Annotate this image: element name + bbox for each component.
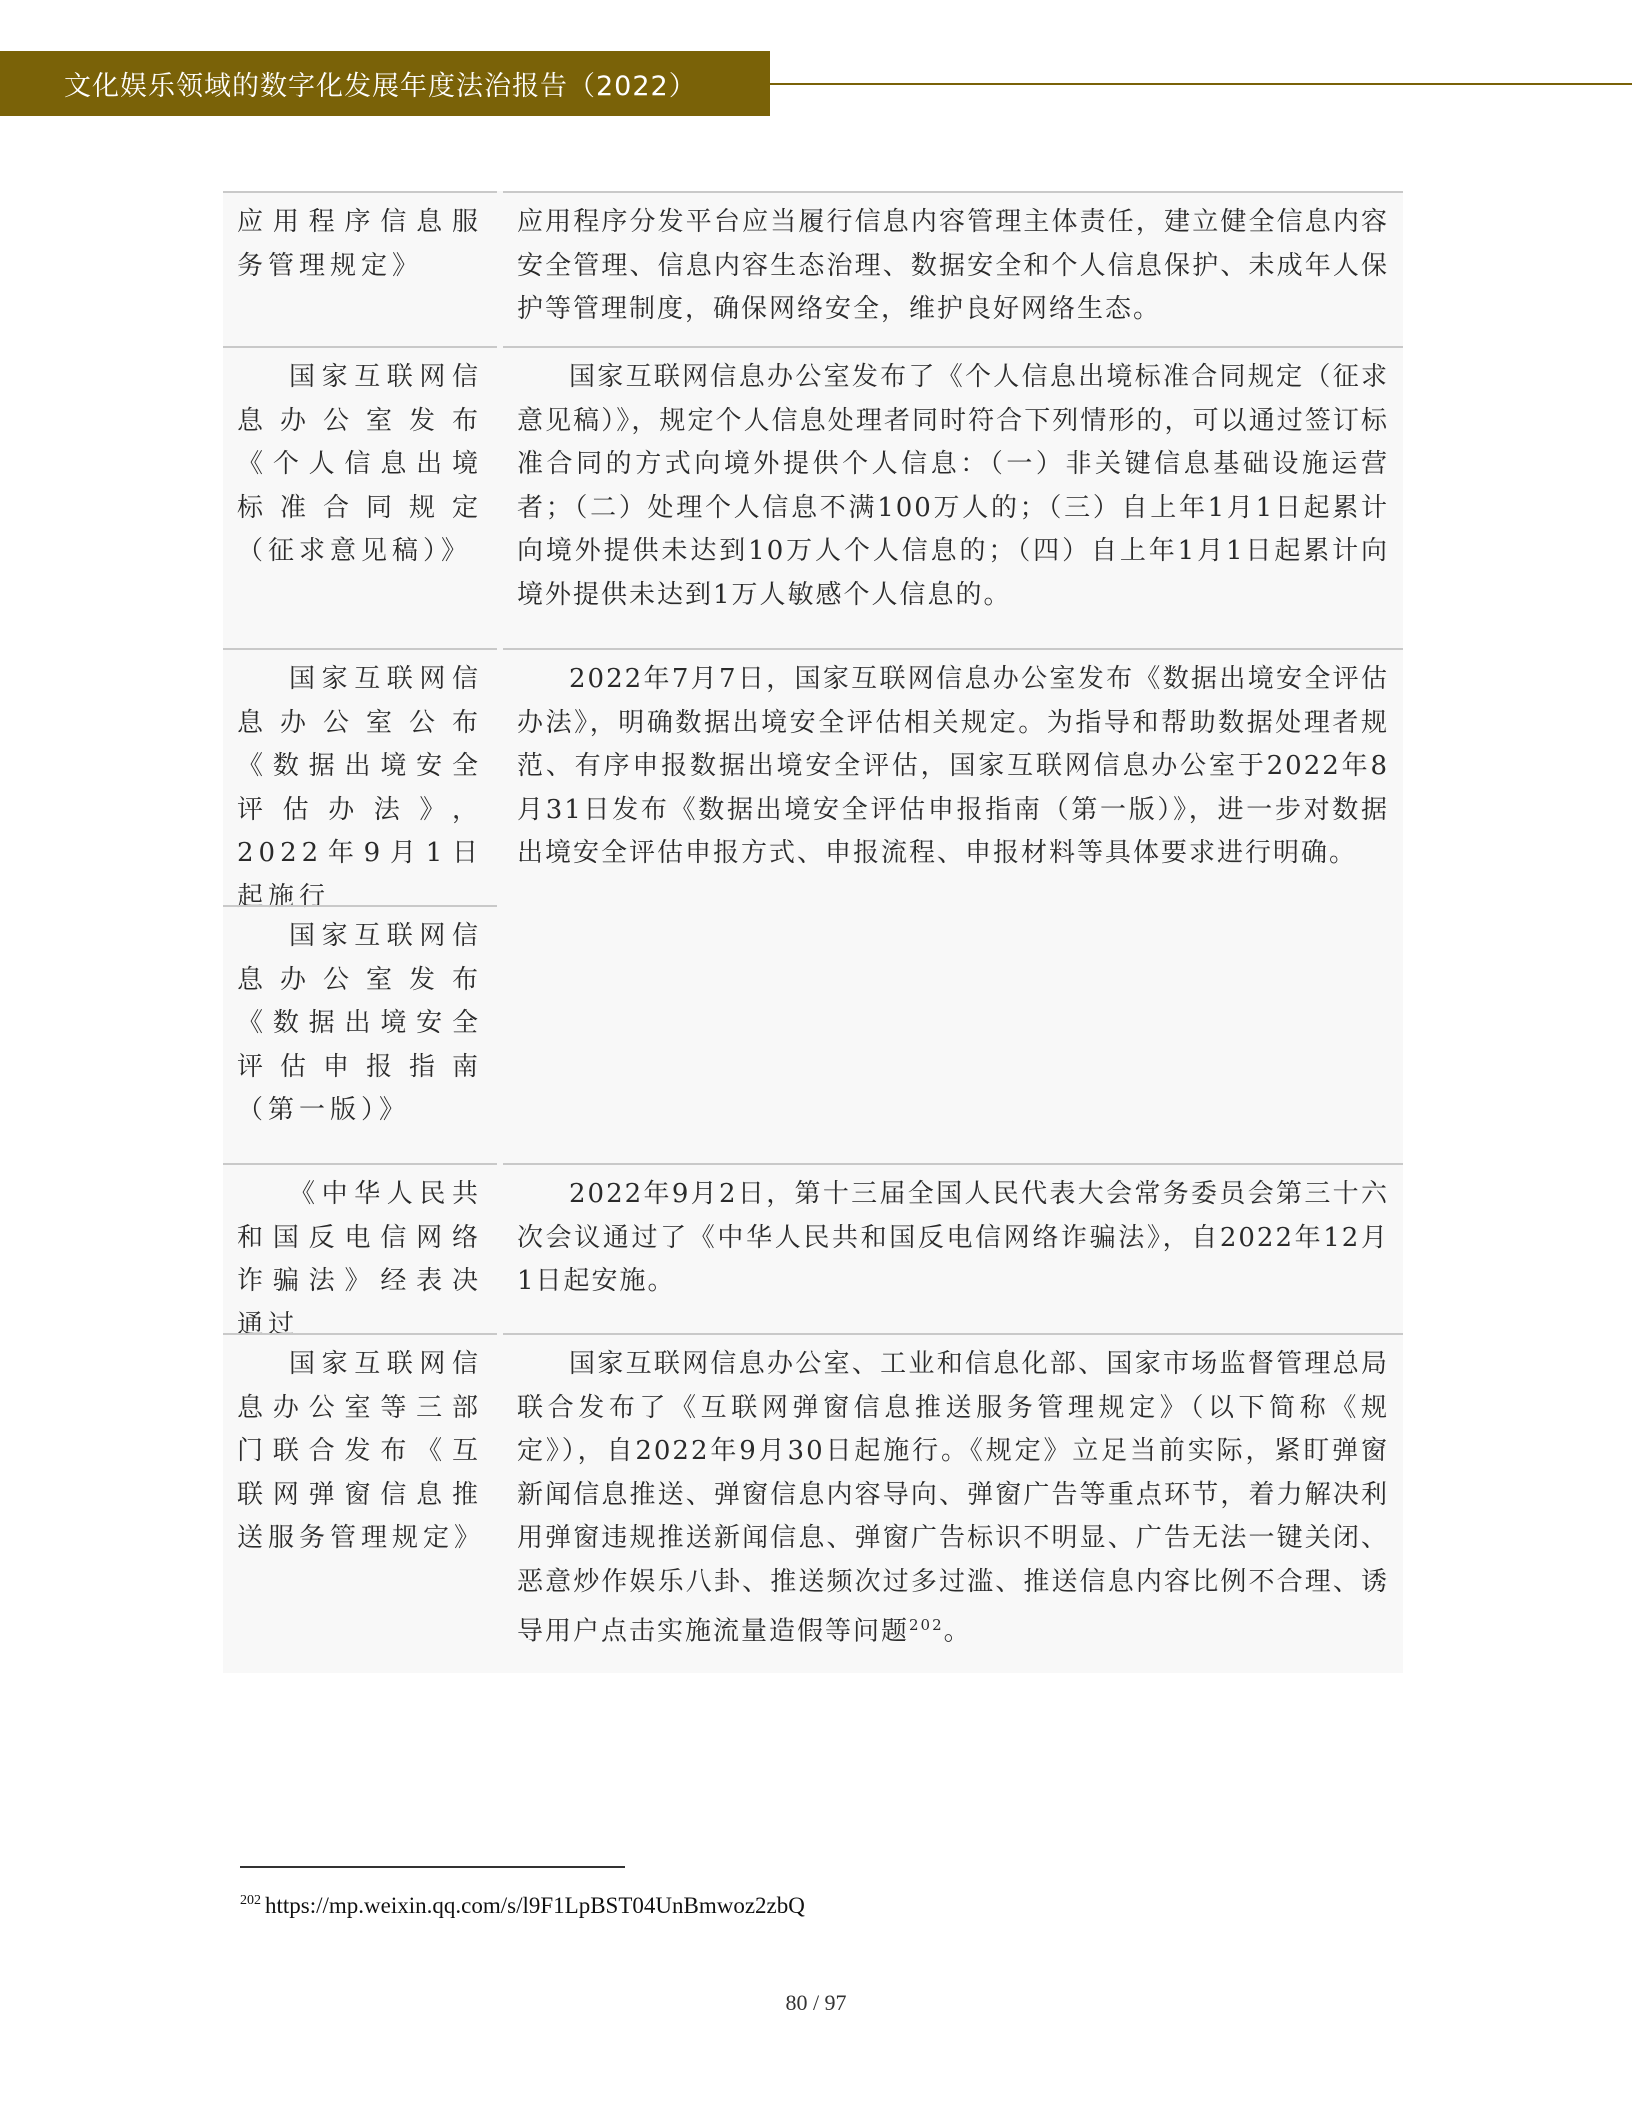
event-title: 国家互联网信息办公室发布《数据出境安全评估申报指南（第一版）》 bbox=[223, 905, 497, 1163]
document-title: 文化娱乐领域的数字化发展年度法治报告（2022） bbox=[64, 71, 697, 102]
header-rule bbox=[770, 83, 1632, 85]
footnote-divider bbox=[240, 1866, 625, 1868]
footnote bbox=[240, 1893, 805, 1919]
event-description: 国家互联网信息办公室发布了《个人信息出境标准合同规定（征求意见稿）》，规定个人信息处理者同时符合下列情形的，可以通过签订标准合同的方式向境外提供个人信息：（一）非关键信息基础设施运营者；（二）处理个人信息不满100万人的；（三）自上年1月1日起累计向境外提供未达到10万人个人信息的；（四）自上年1月1日起累计向境外提供未达到1万人敏感个人信息的。 bbox=[503, 346, 1403, 648]
event-title: 国家互联网信息办公室公布《数据出境安全评估办法》，2022年9月1日起施行 bbox=[223, 648, 497, 905]
table-row bbox=[223, 648, 1403, 912]
event-title: 《中华人民共和国反电信网络诈骗法》经表决通过 bbox=[223, 1163, 497, 1333]
table-row bbox=[223, 1333, 1403, 1673]
table-row bbox=[223, 346, 1403, 648]
description-tail: 。 bbox=[943, 1616, 972, 1647]
footnote-link[interactable]: https://mp.weixin.qq.com/s/l9F1LpBST04UnBmwoz2zbQ bbox=[265, 1893, 805, 1918]
table-row bbox=[223, 191, 1403, 346]
table-row bbox=[223, 905, 1403, 1163]
description-text: 国家互联网信息办公室、工业和信息化部、国家市场监督管理总局联合发布了《互联网弹窗信息推送服务管理规定》（以下简称《规定》），自2022年9月30日起施行。《规定》立足当前实际，紧盯弹窗新闻信息推送、弹窗信息内容导向、弹窗广告等重点环节，着力解决利用弹窗违规推送新闻信息、弹窗广告标识不明显、广告无法一键关闭、恶意炒作娱乐八卦、推送频次过多过滥、推送信息内容比例不合理、诱导用户点击实施流量造假等问题 bbox=[517, 1349, 1389, 1647]
footnote-ref[interactable]: 202 bbox=[909, 1616, 944, 1634]
events-table bbox=[223, 191, 1403, 1673]
event-description: 2022年9月2日，第十三届全国人民代表大会常务委员会第三十六次会议通过了《中华人民共和国反电信网络诈骗法》，自2022年12月1日起安施。 bbox=[503, 1163, 1403, 1333]
event-description bbox=[503, 905, 1403, 1163]
event-title: 国家互联网信息办公室发布《个人信息出境标准合同规定（征求意见稿）》 bbox=[223, 346, 497, 648]
page-number: 80 / 97 bbox=[785, 1990, 847, 2015]
header-bar bbox=[0, 51, 770, 116]
event-description bbox=[503, 1333, 1403, 1673]
footnote-number: 202 bbox=[240, 1893, 261, 1909]
event-title: 应用程序信息服务管理规定》 bbox=[223, 191, 497, 346]
table-row bbox=[223, 1163, 1403, 1340]
event-title: 国家互联网信息办公室等三部门联合发布《互联网弹窗信息推送服务管理规定》 bbox=[223, 1333, 497, 1673]
event-description: 2022年7月7日，国家互联网信息办公室发布《数据出境安全评估办法》，明确数据出境安全评估相关规定。为指导和帮助数据处理者规范、有序申报数据出境安全评估，国家互联网信息办公室于2022年8月31日发布《数据出境安全评估申报指南（第一版）》，进一步对数据出境安全评估申报方式、申报流程、申报材料等具体要求进行明确。 bbox=[503, 648, 1403, 905]
event-description: 应用程序分发平台应当履行信息内容管理主体责任，建立健全信息内容安全管理、信息内容生态治理、数据安全和个人信息保护、未成年人保护等管理制度，确保网络安全，维护良好网络生态。 bbox=[503, 191, 1403, 346]
